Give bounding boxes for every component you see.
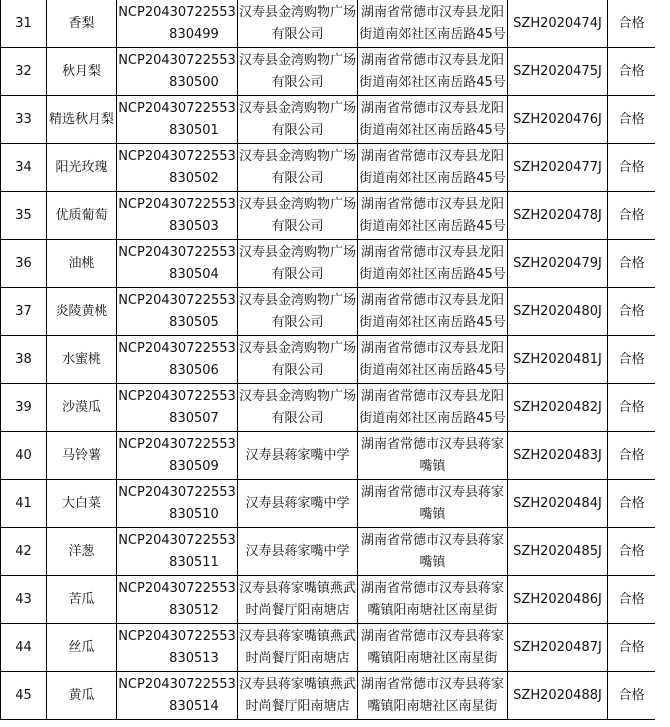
address-line-2: 街道南郊社区南岳路45号 bbox=[359, 266, 506, 282]
company-line-1: 汉寿县蒋家嘴中学 bbox=[245, 447, 350, 463]
company-line-1: 汉寿县蒋家嘴镇燕武 bbox=[238, 676, 356, 692]
address-line-1: 湖南省常德市汉寿县龙阳 bbox=[360, 52, 504, 68]
row-number: 40 bbox=[15, 447, 32, 463]
row-number-cell bbox=[1, 240, 47, 288]
address-line-1: 湖南省常德市汉寿县蒋家 bbox=[360, 580, 504, 596]
address-line-2: 街道南郊社区南岳路45号 bbox=[359, 410, 506, 426]
address-cell bbox=[358, 288, 508, 336]
address-line-1: 湖南省常德市汉寿县蒋家 bbox=[360, 484, 504, 500]
sample-code-line-2: 830500 bbox=[169, 74, 219, 90]
address-line-1: 湖南省常德市汉寿县蒋家 bbox=[360, 628, 504, 644]
address-line-1: 湖南省常德市汉寿县龙阳 bbox=[360, 4, 504, 20]
sample-name: 炎陵黄桃 bbox=[55, 303, 108, 319]
report-number: SZH2020481J bbox=[513, 351, 602, 367]
result-cell bbox=[608, 480, 656, 528]
address-line-2: 嘴镇阳南塘社区南星街 bbox=[367, 698, 498, 714]
sample-code-line-2: 830509 bbox=[169, 458, 219, 474]
report-number: SZH2020476J bbox=[513, 111, 602, 127]
table-row bbox=[1, 432, 656, 480]
row-number-cell bbox=[1, 384, 47, 432]
report-number-cell bbox=[508, 528, 608, 576]
address-line-2: 街道南郊社区南岳路45号 bbox=[359, 362, 506, 378]
report-number-cell bbox=[508, 96, 608, 144]
sample-code-line-2: 830514 bbox=[169, 698, 219, 714]
address-line-1: 湖南省常德市汉寿县蒋家 bbox=[360, 676, 504, 692]
sample-code-line-1: NCP20430722553 bbox=[118, 148, 236, 164]
report-number-cell bbox=[508, 0, 608, 48]
row-number: 34 bbox=[15, 159, 32, 175]
address-cell bbox=[358, 624, 508, 672]
sample-name-cell bbox=[47, 432, 117, 480]
row-number-cell bbox=[1, 672, 47, 720]
table-row bbox=[1, 576, 656, 624]
result-text: 合格 bbox=[618, 639, 645, 655]
address-line-1: 湖南省常德市汉寿县龙阳 bbox=[360, 340, 504, 356]
company-cell bbox=[238, 432, 358, 480]
sample-name: 香梨 bbox=[68, 15, 95, 31]
result-cell bbox=[608, 672, 656, 720]
report-number: SZH2020486J bbox=[513, 591, 602, 607]
sample-name: 洋葱 bbox=[68, 543, 95, 559]
sample-code-line-1: NCP20430722553 bbox=[118, 484, 236, 500]
company-line-1: 汉寿县蒋家嘴镇燕武 bbox=[238, 628, 356, 644]
table-row bbox=[1, 336, 656, 384]
result-cell bbox=[608, 96, 656, 144]
company-line-1: 汉寿县金湾购物广场 bbox=[238, 100, 356, 116]
report-number: SZH2020485J bbox=[513, 543, 602, 559]
report-number-cell bbox=[508, 432, 608, 480]
address-line-2: 街道南郊社区南岳路45号 bbox=[359, 218, 506, 234]
table-row bbox=[1, 528, 656, 576]
result-text: 合格 bbox=[618, 399, 645, 415]
table-row bbox=[1, 96, 656, 144]
result-text: 合格 bbox=[618, 111, 645, 127]
address-line-2: 街道南郊社区南岳路45号 bbox=[359, 314, 506, 330]
sample-code-line-2: 830507 bbox=[169, 410, 219, 426]
table-row bbox=[1, 624, 656, 672]
company-cell bbox=[238, 240, 358, 288]
sample-code-line-1: NCP20430722553 bbox=[118, 196, 236, 212]
report-number-cell bbox=[508, 576, 608, 624]
table-row bbox=[1, 288, 656, 336]
row-number: 42 bbox=[15, 543, 32, 559]
company-line-1: 汉寿县蒋家嘴中学 bbox=[245, 543, 350, 559]
company-cell bbox=[238, 672, 358, 720]
row-number-cell bbox=[1, 288, 47, 336]
address-cell bbox=[358, 0, 508, 48]
sample-name-cell bbox=[47, 576, 117, 624]
result-text: 合格 bbox=[618, 159, 645, 175]
address-cell bbox=[358, 336, 508, 384]
company-cell bbox=[238, 576, 358, 624]
row-number-cell bbox=[1, 480, 47, 528]
address-line-2: 街道南郊社区南岳路45号 bbox=[359, 122, 506, 138]
result-text: 合格 bbox=[618, 351, 645, 367]
sample-code-cell bbox=[117, 288, 238, 336]
sample-code-line-2: 830511 bbox=[169, 554, 219, 570]
row-number: 33 bbox=[15, 111, 32, 127]
sample-code-line-2: 830503 bbox=[169, 218, 219, 234]
company-cell bbox=[238, 192, 358, 240]
sample-name: 马铃薯 bbox=[61, 447, 101, 463]
address-cell bbox=[358, 432, 508, 480]
table-row bbox=[1, 480, 656, 528]
report-number-cell bbox=[508, 384, 608, 432]
result-text: 合格 bbox=[618, 495, 645, 511]
result-cell bbox=[608, 288, 656, 336]
sample-name-cell bbox=[47, 192, 117, 240]
result-text: 合格 bbox=[618, 255, 645, 271]
sample-code-line-1: NCP20430722553 bbox=[118, 676, 236, 692]
result-text: 合格 bbox=[618, 303, 645, 319]
row-number: 43 bbox=[15, 591, 32, 607]
company-line-1: 汉寿县蒋家嘴中学 bbox=[245, 495, 350, 511]
company-line-1: 汉寿县金湾购物广场 bbox=[238, 148, 356, 164]
company-line-1: 汉寿县金湾购物广场 bbox=[238, 340, 356, 356]
company-line-2: 有限公司 bbox=[271, 74, 324, 90]
row-number-cell bbox=[1, 432, 47, 480]
row-number-cell bbox=[1, 528, 47, 576]
sample-name-cell bbox=[47, 96, 117, 144]
report-number: SZH2020479J bbox=[513, 255, 602, 271]
row-number: 41 bbox=[15, 495, 32, 511]
company-cell bbox=[238, 48, 358, 96]
sample-code-cell bbox=[117, 672, 238, 720]
row-number-cell bbox=[1, 48, 47, 96]
row-number: 36 bbox=[15, 255, 32, 271]
report-number-cell bbox=[508, 240, 608, 288]
sample-code-line-1: NCP20430722553 bbox=[118, 100, 236, 116]
sample-code-line-2: 830499 bbox=[169, 26, 219, 42]
table-row bbox=[1, 48, 656, 96]
sample-code-cell bbox=[117, 0, 238, 48]
company-line-2: 有限公司 bbox=[271, 218, 324, 234]
report-number-cell bbox=[508, 48, 608, 96]
sample-code-line-2: 830501 bbox=[169, 122, 219, 138]
sample-code-line-1: NCP20430722553 bbox=[118, 532, 236, 548]
result-cell bbox=[608, 48, 656, 96]
sample-code-cell bbox=[117, 144, 238, 192]
sample-code-line-2: 830512 bbox=[169, 602, 219, 618]
sample-code-cell bbox=[117, 624, 238, 672]
address-cell bbox=[358, 528, 508, 576]
address-line-2: 嘴镇阳南塘社区南星街 bbox=[367, 650, 498, 666]
sample-code-line-1: NCP20430722553 bbox=[118, 340, 236, 356]
address-line-1: 湖南省常德市汉寿县蒋家 bbox=[360, 532, 504, 548]
sample-code-line-2: 830513 bbox=[169, 650, 219, 666]
sample-code-cell bbox=[117, 432, 238, 480]
address-cell bbox=[358, 48, 508, 96]
sample-code-cell bbox=[117, 336, 238, 384]
company-line-2: 有限公司 bbox=[271, 26, 324, 42]
address-cell bbox=[358, 480, 508, 528]
row-number-cell bbox=[1, 144, 47, 192]
sample-code-line-1: NCP20430722553 bbox=[118, 436, 236, 452]
sample-code-line-2: 830506 bbox=[169, 362, 219, 378]
address-cell bbox=[358, 192, 508, 240]
company-line-2: 有限公司 bbox=[271, 170, 324, 186]
company-cell bbox=[238, 0, 358, 48]
company-line-2: 有限公司 bbox=[271, 122, 324, 138]
sample-code-line-2: 830505 bbox=[169, 314, 219, 330]
sample-name-cell bbox=[47, 528, 117, 576]
company-line-1: 汉寿县金湾购物广场 bbox=[238, 4, 356, 20]
result-cell bbox=[608, 384, 656, 432]
result-cell bbox=[608, 0, 656, 48]
address-line-1: 湖南省常德市汉寿县龙阳 bbox=[360, 388, 504, 404]
result-cell bbox=[608, 336, 656, 384]
address-line-1: 湖南省常德市汉寿县龙阳 bbox=[360, 148, 504, 164]
sample-name: 大白菜 bbox=[61, 495, 101, 511]
row-number: 45 bbox=[15, 687, 32, 703]
sample-code-cell bbox=[117, 528, 238, 576]
sample-code-line-1: NCP20430722553 bbox=[118, 292, 236, 308]
address-cell bbox=[358, 144, 508, 192]
result-text: 合格 bbox=[618, 15, 645, 31]
sample-name: 精选秋月梨 bbox=[48, 111, 114, 127]
sample-name-cell bbox=[47, 480, 117, 528]
report-number: SZH2020474J bbox=[513, 15, 602, 31]
row-number-cell bbox=[1, 192, 47, 240]
sample-code-line-1: NCP20430722553 bbox=[118, 388, 236, 404]
sample-code-cell bbox=[117, 192, 238, 240]
report-number-cell bbox=[508, 144, 608, 192]
sample-code-line-2: 830502 bbox=[169, 170, 219, 186]
row-number-cell bbox=[1, 0, 47, 48]
company-line-2: 时尚餐厅阳南塘店 bbox=[245, 650, 350, 666]
address-cell bbox=[358, 384, 508, 432]
address-line-2: 街道南郊社区南岳路45号 bbox=[359, 26, 506, 42]
sample-code-cell bbox=[117, 48, 238, 96]
report-number-cell bbox=[508, 336, 608, 384]
company-line-2: 有限公司 bbox=[271, 314, 324, 330]
address-line-1: 湖南省常德市汉寿县龙阳 bbox=[360, 292, 504, 308]
company-cell bbox=[238, 288, 358, 336]
row-number: 38 bbox=[15, 351, 32, 367]
address-line-2: 嘴镇 bbox=[419, 554, 446, 570]
company-cell bbox=[238, 336, 358, 384]
sample-code-cell bbox=[117, 240, 238, 288]
sample-name: 油桃 bbox=[68, 255, 95, 271]
report-number: SZH2020478J bbox=[513, 207, 602, 223]
address-line-2: 街道南郊社区南岳路45号 bbox=[359, 74, 506, 90]
row-number: 44 bbox=[15, 639, 32, 655]
company-line-2: 有限公司 bbox=[271, 266, 324, 282]
address-cell bbox=[358, 96, 508, 144]
table-row bbox=[1, 384, 656, 432]
report-number: SZH2020477J bbox=[513, 159, 602, 175]
sample-code-cell bbox=[117, 96, 238, 144]
company-line-2: 时尚餐厅阳南塘店 bbox=[245, 602, 350, 618]
row-number-cell bbox=[1, 96, 47, 144]
sample-name: 丝瓜 bbox=[68, 639, 95, 655]
result-text: 合格 bbox=[618, 207, 645, 223]
row-number: 37 bbox=[15, 303, 32, 319]
report-number-cell bbox=[508, 192, 608, 240]
sample-name-cell bbox=[47, 336, 117, 384]
result-text: 合格 bbox=[618, 687, 645, 703]
company-cell bbox=[238, 480, 358, 528]
report-number-cell bbox=[508, 480, 608, 528]
row-number-cell bbox=[1, 576, 47, 624]
company-cell bbox=[238, 528, 358, 576]
table-row bbox=[1, 672, 656, 720]
result-cell bbox=[608, 144, 656, 192]
company-line-2: 时尚餐厅阳南塘店 bbox=[245, 698, 350, 714]
sample-name-cell bbox=[47, 624, 117, 672]
result-cell bbox=[608, 432, 656, 480]
company-cell bbox=[238, 96, 358, 144]
sample-name-cell bbox=[47, 240, 117, 288]
sample-code-cell bbox=[117, 384, 238, 432]
sample-name-cell bbox=[47, 0, 117, 48]
result-text: 合格 bbox=[618, 63, 645, 79]
row-number: 32 bbox=[15, 63, 32, 79]
report-number: SZH2020484J bbox=[513, 495, 602, 511]
company-line-2: 有限公司 bbox=[271, 362, 324, 378]
sample-name: 黄瓜 bbox=[68, 687, 95, 703]
row-number: 35 bbox=[15, 207, 32, 223]
sample-name: 阳光玫瑰 bbox=[55, 159, 108, 175]
report-number-cell bbox=[508, 624, 608, 672]
table-body bbox=[1, 0, 656, 720]
table-row bbox=[1, 0, 656, 48]
sample-name: 沙漠瓜 bbox=[61, 399, 101, 415]
sample-code-line-1: NCP20430722553 bbox=[118, 628, 236, 644]
company-cell bbox=[238, 624, 358, 672]
sample-code-line-2: 830510 bbox=[169, 506, 219, 522]
sample-code-line-2: 830504 bbox=[169, 266, 219, 282]
address-line-2: 嘴镇阳南塘社区南星街 bbox=[367, 602, 498, 618]
report-number: SZH2020475J bbox=[513, 63, 602, 79]
address-line-1: 湖南省常德市汉寿县龙阳 bbox=[360, 100, 504, 116]
result-cell bbox=[608, 240, 656, 288]
company-cell bbox=[238, 384, 358, 432]
report-number: SZH2020482J bbox=[513, 399, 602, 415]
sample-code-line-1: NCP20430722553 bbox=[118, 4, 236, 20]
address-line-1: 湖南省常德市汉寿县龙阳 bbox=[360, 196, 504, 212]
sample-name: 秋月梨 bbox=[61, 63, 101, 79]
sample-name: 苦瓜 bbox=[68, 591, 95, 607]
table-row bbox=[1, 240, 656, 288]
result-cell bbox=[608, 192, 656, 240]
sample-code-cell bbox=[117, 576, 238, 624]
address-line-1: 湖南省常德市汉寿县龙阳 bbox=[360, 244, 504, 260]
row-number-cell bbox=[1, 336, 47, 384]
address-line-2: 街道南郊社区南岳路45号 bbox=[359, 170, 506, 186]
sample-name-cell bbox=[47, 384, 117, 432]
company-line-1: 汉寿县金湾购物广场 bbox=[238, 292, 356, 308]
report-number: SZH2020487J bbox=[513, 639, 602, 655]
sample-name: 水蜜桃 bbox=[61, 351, 101, 367]
company-line-1: 汉寿县金湾购物广场 bbox=[238, 244, 356, 260]
address-line-2: 嘴镇 bbox=[419, 506, 446, 522]
sample-code-line-1: NCP20430722553 bbox=[118, 244, 236, 260]
report-number-cell bbox=[508, 288, 608, 336]
company-line-1: 汉寿县金湾购物广场 bbox=[238, 52, 356, 68]
report-number: SZH2020483J bbox=[513, 447, 602, 463]
company-cell bbox=[238, 144, 358, 192]
address-cell bbox=[358, 576, 508, 624]
address-cell bbox=[358, 672, 508, 720]
row-number: 39 bbox=[15, 399, 32, 415]
result-cell bbox=[608, 624, 656, 672]
company-line-2: 有限公司 bbox=[271, 410, 324, 426]
result-text: 合格 bbox=[618, 591, 645, 607]
sample-name-cell bbox=[47, 672, 117, 720]
sample-name: 优质葡萄 bbox=[55, 207, 108, 223]
sample-name-cell bbox=[47, 48, 117, 96]
company-line-1: 汉寿县金湾购物广场 bbox=[238, 196, 356, 212]
result-cell bbox=[608, 528, 656, 576]
address-line-2: 嘴镇 bbox=[419, 458, 446, 474]
report-number-cell bbox=[508, 672, 608, 720]
report-number: SZH2020488J bbox=[513, 687, 602, 703]
address-line-1: 湖南省常德市汉寿县蒋家 bbox=[360, 436, 504, 452]
table-row bbox=[1, 192, 656, 240]
sample-name-cell bbox=[47, 288, 117, 336]
result-cell bbox=[608, 576, 656, 624]
company-line-1: 汉寿县蒋家嘴镇燕武 bbox=[238, 580, 356, 596]
report-number: SZH2020480J bbox=[513, 303, 602, 319]
result-text: 合格 bbox=[618, 447, 645, 463]
sample-code-line-1: NCP20430722553 bbox=[118, 52, 236, 68]
company-line-1: 汉寿县金湾购物广场 bbox=[238, 388, 356, 404]
row-number: 31 bbox=[15, 15, 32, 31]
result-text: 合格 bbox=[618, 543, 645, 559]
row-number-cell bbox=[1, 624, 47, 672]
sample-code-cell bbox=[117, 480, 238, 528]
sample-code-line-1: NCP20430722553 bbox=[118, 580, 236, 596]
sample-name-cell bbox=[47, 144, 117, 192]
table-row bbox=[1, 144, 656, 192]
address-cell bbox=[358, 240, 508, 288]
